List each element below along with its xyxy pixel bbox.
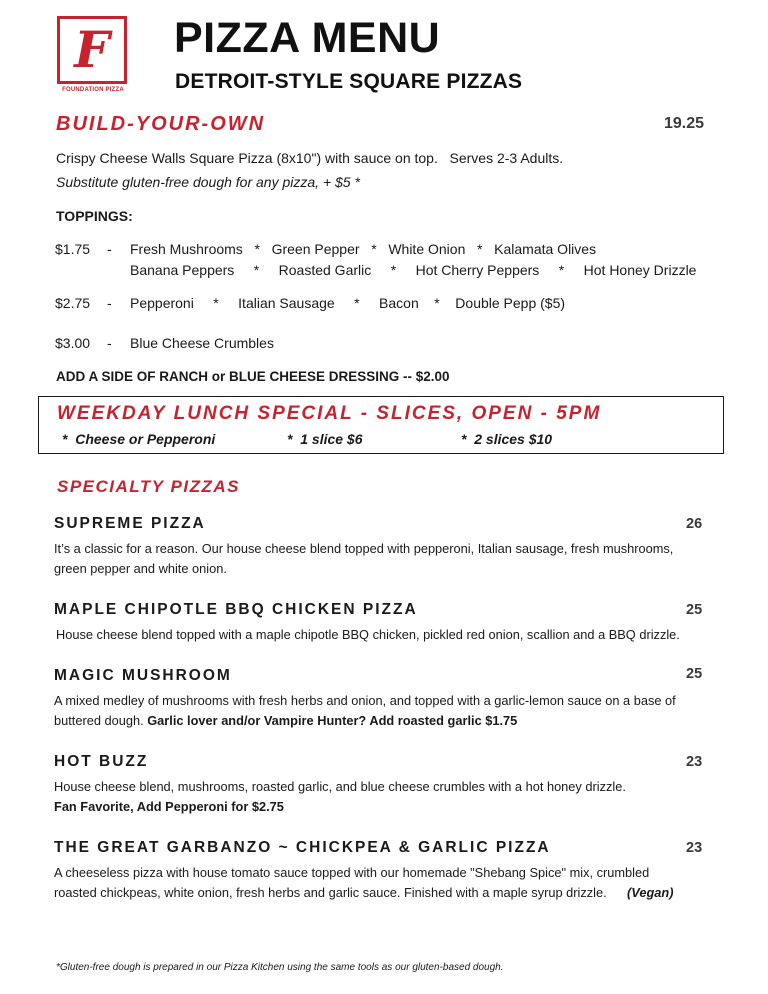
pizza-description-line: green pepper and white onion. [54, 561, 227, 576]
pizza-description-line [54, 711, 694, 731]
pizza-upsell-note: Garlic lover and/or Vampire Hunter? Add roasted garlic $1.75 [147, 713, 518, 728]
topping-tier-dash: - [107, 295, 112, 311]
pizza-description-line: A mixed medley of mushrooms with fresh herbs and onion, and topped with a garlic-lemon sauce on a base of [54, 693, 676, 708]
gluten-free-note: Substitute gluten-free dough for any pizza, + $5 * [56, 174, 360, 190]
pizza-description-text: buttered dough. [54, 713, 144, 728]
topping-tier-price: $3.00 [55, 335, 91, 351]
lunch-special-item: * 1 slice $6 [287, 431, 363, 447]
page-title: PIZZA MENU [174, 14, 441, 62]
vegan-tag: (Vegan) [627, 885, 674, 900]
pizza-price: 23 [686, 754, 703, 770]
pizza-name: MAPLE CHIPOTLE BBQ CHICKEN PIZZA [54, 601, 418, 618]
pizza-upsell-note: Fan Favorite, Add Pepperoni for $2.75 [54, 799, 284, 814]
build-your-own-description: Crispy Cheese Walls Square Pizza (8x10") with sauce on top. Serves 2-3 Adults. [56, 150, 564, 166]
pizza-price: 25 [686, 666, 703, 682]
toppings-label: TOPPINGS: [56, 208, 133, 224]
side-dressing-note: ADD A SIDE OF RANCH or BLUE CHEESE DRESSING -- $2.00 [56, 369, 450, 384]
topping-tier-dash: - [107, 241, 112, 257]
pizza-description-line: House cheese blend, mushrooms, roasted garlic, and blue cheese crumbles with a hot honey drizzle. [54, 779, 626, 794]
pizza-description [54, 539, 694, 579]
topping-tier-price: $1.75 [55, 241, 91, 257]
lunch-special-title: WEEKDAY LUNCH SPECIAL - SLICES, OPEN - 5PM [57, 403, 602, 424]
logo-letter: F [74, 20, 110, 79]
topping-tier-price: $2.75 [55, 295, 91, 311]
pizza-description [54, 691, 694, 731]
topping-tier-items: Banana Peppers * Roasted Garlic * Hot Cherry Peppers * Hot Honey Drizzle [130, 262, 697, 278]
pizza-description-line: It’s a classic for a reason. Our house cheese blend topped with pepperoni, Italian sausage, fresh mushrooms, [54, 541, 674, 556]
specialty-pizzas-heading: SPECIALTY PIZZAS [57, 477, 241, 496]
page-subtitle: DETROIT-STYLE SQUARE PIZZAS [175, 70, 523, 93]
pizza-name: THE GREAT GARBANZO ~ CHICKPEA & GARLIC PIZZA [54, 839, 551, 856]
topping-tier-items: Blue Cheese Crumbles [130, 335, 274, 351]
build-your-own-heading: BUILD-YOUR-OWN [56, 113, 266, 135]
lunch-special-item: * Cheese or Pepperoni [62, 431, 216, 447]
logo [57, 16, 127, 84]
topping-tier-items: Pepperoni * Italian Sausage * Bacon * Double Pepp ($5) [130, 295, 566, 311]
pizza-description [54, 777, 694, 817]
build-your-own-price: 19.25 [664, 115, 705, 132]
gluten-free-footnote: *Gluten-free dough is prepared in our Pizza Kitchen using the same tools as our gluten-based dough. [56, 962, 504, 973]
lunch-special-item: * 2 slices $10 [461, 431, 553, 447]
pizza-price: 23 [686, 840, 703, 856]
pizza-name: SUPREME PIZZA [54, 515, 206, 532]
pizza-description [56, 625, 696, 645]
pizza-price: 26 [686, 516, 703, 532]
pizza-name: HOT BUZZ [54, 753, 149, 770]
pizza-name: MAGIC MUSHROOM [54, 667, 232, 684]
pizza-price: 25 [686, 602, 703, 618]
pizza-description-line: A cheeseless pizza with house tomato sauce topped with our homemade "Shebang Spice" mix, crumbled [54, 865, 650, 880]
pizza-description-line: roasted chickpeas, white onion, fresh herbs and garlic sauce. Finished with a maple syrup drizzle. [54, 885, 607, 900]
pizza-description [54, 863, 694, 903]
pizza-description-line: House cheese blend topped with a maple chipotle BBQ chicken, pickled red onion, scallion and a BBQ drizzle. [56, 627, 680, 642]
logo-caption: FOUNDATION PIZZA [62, 87, 124, 93]
topping-tier-dash: - [107, 335, 112, 351]
topping-tier-items: Fresh Mushrooms * Green Pepper * White Onion * Kalamata Olives [130, 241, 597, 257]
